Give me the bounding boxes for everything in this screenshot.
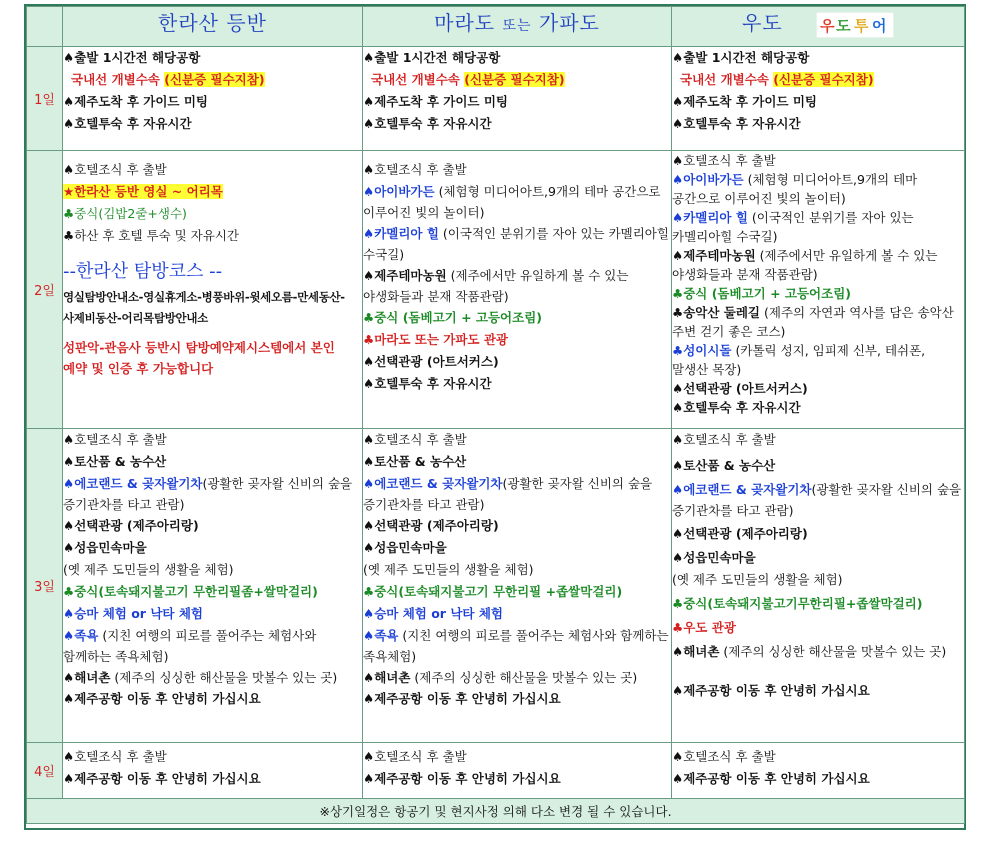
day2-aqua — [672, 170, 964, 208]
day4-marado-cell — [363, 743, 672, 799]
day3-haenyeo-name: ♠해녀촌 — [363, 670, 411, 685]
reservation-notice: 성판악-관음사 등반시 탐방예약제시스템에서 본인 예약 및 인증 후 가능합니다 — [63, 340, 335, 376]
day2-songak — [672, 303, 964, 341]
day2-aqua-name: ♠아이바가든 — [672, 172, 744, 187]
day2-theme-name: ♠제주테마농원 — [363, 268, 447, 283]
day3-foot-name: ♠족욕 — [63, 628, 99, 643]
day2-climb-text: ★한라산 등반 영실 ~ 어리목 — [63, 184, 223, 199]
day3-eco-desc: (광활한 곶자왈 신비의 숲을 증기관차를 타고 관람) — [672, 482, 962, 518]
day3-ecoland — [363, 473, 671, 515]
day2-marado-cell — [363, 151, 672, 429]
course-title: --한라산 탐방코스 -- — [63, 261, 223, 282]
day2-lunch: ♣중식 (돔베고기 + 고등어조림) — [363, 310, 542, 325]
day3-village-desc: (옛 제주 도민들의 생활을 체험) — [63, 562, 234, 577]
itinerary-table — [26, 6, 965, 824]
day1-id-required: (신분증 필수지참) — [464, 72, 565, 87]
udo-tour-logo-graphic — [816, 12, 894, 38]
day2-camellia — [672, 208, 964, 246]
day2-camellia — [363, 223, 671, 265]
day2-breakfast: ♠호텔조식 후 출발 — [672, 153, 776, 168]
day1-domestic-text: 국내선 개별수속 — [71, 72, 165, 87]
day1-domestic-text: 국내선 개별수속 — [680, 72, 774, 87]
header-row — [27, 7, 965, 47]
day1-id-required: (신분증 필수지참) — [773, 72, 874, 87]
day2-row — [27, 151, 965, 429]
day1-domestic — [672, 69, 964, 91]
header-marado-label: 마라도 — [434, 11, 496, 35]
header-udo — [672, 7, 965, 47]
day1-marado-cell — [363, 47, 672, 151]
day3-foot-desc: (지친 여행의 피로를 풀어주는 체험사와 함께하는 족욕체험) — [363, 628, 669, 664]
day2-isidor-name: ♣성이시돌 — [672, 343, 732, 358]
day3-foot-bath — [363, 625, 671, 667]
day2-breakfast: ♠호텔조식 후 출발 — [63, 162, 167, 177]
day1-domestic-text: 국내선 개별수속 — [371, 72, 465, 87]
day3-haenyeo-desc: (제주의 싱싱한 해산물을 맛볼수 있는 곳) — [110, 670, 338, 685]
day3-row — [27, 429, 965, 743]
day3-udo-tour: ♣우도 관광 — [672, 620, 736, 635]
day1-hotel: ♠호텔투숙 후 자유시간 — [672, 116, 801, 131]
day2-songak-name: ♣송악산 둘레길 — [672, 305, 761, 320]
day3-option: ♠선택관광 (제주아리랑) — [63, 518, 199, 533]
day2-hallasan-cell — [63, 151, 363, 429]
day2-camellia-desc: (이국적인 분위기를 자아 있는 카멜리아힐 수국길) — [363, 226, 669, 262]
day2-theme-desc: (제주에서만 유일하게 볼 수 있는 야생화들과 분재 작품관람) — [672, 248, 938, 282]
header-corner — [27, 7, 63, 47]
day2-isidor — [672, 341, 964, 379]
day3-breakfast: ♠호텔조식 후 출발 — [672, 432, 776, 447]
day2-camellia-name: ♠카멜리아 힐 — [672, 210, 748, 225]
header-hallasan-label: 한라산 등반 — [158, 11, 267, 35]
day1-guide: ♠제주도착 후 가이드 미팅 — [63, 94, 209, 109]
day3-haenyeo — [672, 641, 964, 662]
header-udo-label: 우도 — [742, 11, 783, 35]
day4-airport: ♠제주공항 이동 후 안녕히 가십시요 — [63, 771, 261, 786]
day3-haenyeo-name: ♠해녀촌 — [672, 644, 720, 659]
day4-udo-cell — [672, 743, 965, 799]
day1-hotel: ♠호텔투숙 후 자유시간 — [363, 116, 492, 131]
day2-aqua-desc: (체험형 미디어아트,9개의 테마 공간으로 이루어진 빛의 놀이터) — [672, 172, 918, 206]
day3-marado-cell — [363, 429, 672, 743]
day3-haenyeo-desc: (제주의 싱싱한 해산물을 맛볼수 있는 곳) — [410, 670, 638, 685]
day3-airport: ♠제주공항 이동 후 안녕히 가십시요 — [63, 691, 261, 706]
day3-airport: ♠제주공항 이동 후 안녕히 가십시요 — [363, 691, 561, 706]
day3-foot-bath — [63, 625, 362, 667]
day2-hotel: ♠호텔투숙 후 자유시간 — [672, 400, 801, 415]
day1-guide: ♠제주도착 후 가이드 미팅 — [672, 94, 818, 109]
day3-village-desc: (옛 제주 도민들의 생활을 체험) — [363, 562, 534, 577]
day4-airport: ♠제주공항 이동 후 안녕히 가십시요 — [363, 771, 561, 786]
day4-breakfast: ♠호텔조식 후 출발 — [672, 749, 776, 764]
day1-guide: ♠제주도착 후 가이드 미팅 — [363, 94, 509, 109]
day3-village-desc: (옛 제주 도민들의 생활을 체험) — [672, 572, 843, 587]
day3-lunch: ♣중식(토속돼지불고기 무한리필좀+쌀막걸리) — [63, 584, 318, 599]
day2-lunch: ♣중식 (돔베고기 + 고등어조림) — [672, 286, 851, 301]
day2-camellia-desc: (이국적인 분위기를 자아 있는 카멜리아힐 수국길) — [672, 210, 914, 244]
day3-foot-name: ♠족욕 — [363, 628, 399, 643]
day1-hallasan-cell — [63, 47, 363, 151]
day1-udo-cell — [672, 47, 965, 151]
day3-airport: ♠제주공항 이동 후 안녕히 가십시요 — [672, 683, 870, 698]
day3-eco-desc: (광활한 곶자왈 신비의 숲을 증기관차를 타고 관람) — [363, 476, 653, 512]
day1-depart: ♠출발 1시간전 해당공항 — [672, 50, 810, 65]
day1-hotel: ♠호텔투숙 후 자유시간 — [63, 116, 192, 131]
header-hallasan — [63, 7, 363, 47]
day3-ecoland — [63, 473, 362, 515]
day2-udo-cell — [672, 151, 965, 429]
day2-option: ♠선택관광 (아트서커스) — [672, 381, 808, 396]
day3-local-products: ♠토산품 & 농수산 — [63, 454, 167, 469]
day3-horse-riding: ♠승마 체험 or 낙타 체험 — [63, 606, 203, 621]
day1-domestic — [363, 69, 671, 91]
day3-eco-desc: (광활한 곶자왈 신비의 숲을 증기관차를 타고 관람) — [63, 476, 353, 512]
day1-id-required: (신분증 필수지참) — [164, 72, 265, 87]
day2-hotel: ♠호텔투숙 후 자유시간 — [363, 376, 492, 391]
udo-tour-logo — [816, 12, 894, 38]
day2-option: ♠선택관광 (아트서커스) — [363, 354, 499, 369]
day2-aqua — [363, 181, 671, 223]
day2-theme-farm — [363, 265, 671, 307]
day3-horse-riding: ♠승마 체험 or 낙타 체험 — [363, 606, 503, 621]
day3-udo-cell — [672, 429, 965, 743]
course-route: 영실탐방안내소-영실휴게소-병풍바위-윗세오름-만세동산-사제비동산-어리목탐방안내소 — [63, 290, 345, 325]
day2-descent: ♣하산 후 호텔 투숙 및 자유시간 — [63, 228, 239, 243]
day2-aqua-desc: (체험형 미디어아트,9개의 테마 공간으로 이루어진 빛의 놀이터) — [363, 184, 661, 220]
day1-label: 1일 — [27, 47, 63, 151]
day3-haenyeo-name: ♠해녀촌 — [63, 670, 111, 685]
day3-hallasan-cell — [63, 429, 363, 743]
day4-breakfast: ♠호텔조식 후 출발 — [63, 749, 167, 764]
footer-row — [27, 799, 965, 824]
day3-label: 3일 — [27, 429, 63, 743]
day3-village: ♠성읍민속마을 — [63, 540, 147, 555]
day2-island-tour: ♣마라도 또는 가파도 관광 — [363, 332, 509, 347]
day1-depart: ♠출발 1시간전 해당공항 — [363, 50, 501, 65]
day2-aqua-name: ♠아이바가든 — [363, 184, 435, 199]
day1-domestic — [63, 69, 362, 91]
svg-text:투: 투 — [854, 16, 870, 35]
day4-row — [27, 743, 965, 799]
header-marado — [363, 7, 672, 47]
day2-camellia-name: ♠카멜리아 힐 — [363, 226, 439, 241]
day3-haenyeo — [63, 667, 362, 688]
day3-local-products: ♠토산품 & 농수산 — [363, 454, 467, 469]
day2-isidor-desc: (카톨릭 성지, 임피제 신부, 테쉬폰, 말생산 목장) — [672, 343, 926, 377]
day3-breakfast: ♠호텔조식 후 출발 — [363, 432, 467, 447]
day4-breakfast: ♠호텔조식 후 출발 — [363, 749, 467, 764]
day3-haenyeo — [363, 667, 671, 688]
day2-theme-desc: (제주에서만 유일하게 볼 수 있는 야생화들과 분재 작품관람) — [363, 268, 629, 304]
day2-climb — [63, 181, 362, 203]
day4-airport: ♠제주공항 이동 후 안녕히 가십시요 — [672, 771, 870, 786]
day3-local-products: ♠토산품 & 농수산 — [672, 458, 776, 473]
day3-ecoland — [672, 479, 964, 521]
day3-breakfast: ♠호텔조식 후 출발 — [63, 432, 167, 447]
day2-theme-farm — [672, 246, 964, 284]
day3-eco-name: ♠에코랜드 & 곶자왈기차 — [672, 482, 812, 497]
day3-lunch: ♣중식(토속돼지불고기 무한리필 +좁쌀막걸리) — [363, 584, 623, 599]
day2-lunch-kimbap: ♣중식(김밥2줄+생수) — [63, 206, 187, 221]
day3-foot-desc: (지친 여행의 피로를 풀어주는 체험사와 함께하는 족욕체험) — [63, 628, 317, 664]
header-or-label: 또는 — [502, 18, 532, 34]
day4-hallasan-cell — [63, 743, 363, 799]
day3-lunch: ♣중식(토속돼지불고기무한리필+좁쌀막걸리) — [672, 596, 923, 611]
day3-village: ♠성읍민속마을 — [363, 540, 447, 555]
day3-village: ♠성읍민속마을 — [672, 550, 756, 565]
day4-label: 4일 — [27, 743, 63, 799]
svg-text:우: 우 — [820, 16, 836, 35]
day3-option: ♠선택관광 (제주아리랑) — [672, 526, 808, 541]
svg-text:도: 도 — [836, 16, 852, 35]
day1-row — [27, 47, 965, 151]
svg-text:어: 어 — [872, 16, 888, 35]
day3-haenyeo-desc: (제주의 싱싱한 해산물을 맛볼수 있는 곳) — [719, 644, 947, 659]
day3-eco-name: ♠에코랜드 & 곶자왈기차 — [63, 476, 203, 491]
day1-depart: ♠출발 1시간전 해당공항 — [63, 50, 201, 65]
day3-option: ♠선택관광 (제주아리랑) — [363, 518, 499, 533]
day2-theme-name: ♠제주테마농원 — [672, 248, 756, 263]
schedule-change-notice: ※상기일정은 항공기 및 현지사정 의해 다소 변경 될 수 있습니다. — [27, 799, 965, 824]
header-gapado-label: 가파도 — [538, 11, 600, 35]
day2-songak-desc: (제주의 자연과 역사를 담은 송악산 주변 걷기 좋은 코스) — [672, 305, 954, 339]
day3-eco-name: ♠에코랜드 & 곶자왈기차 — [363, 476, 503, 491]
day2-label: 2일 — [27, 151, 63, 429]
day2-breakfast: ♠호텔조식 후 출발 — [363, 162, 467, 177]
